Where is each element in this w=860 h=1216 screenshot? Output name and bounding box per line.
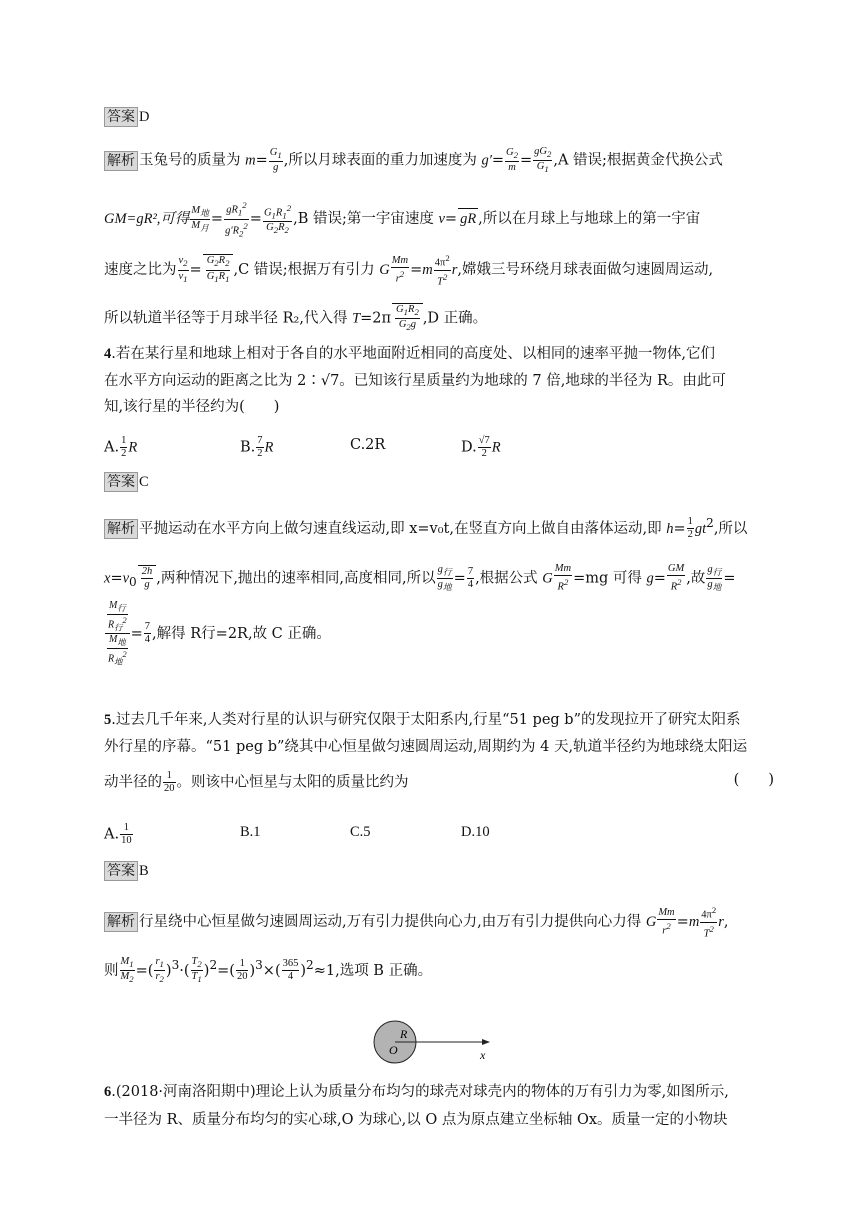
q6-stem-line-2: 一半径为 R、质量分布均匀的实心球,O 为球心,以 O 点为原点建立坐标轴 Ox。质量一定的小物块 <box>104 1112 728 1128</box>
q4-stem-line-1: 4.若在某行星和地球上相对于各自的水平地面附近相同的高度处、以相同的速率平抛一物体,它们 <box>104 346 715 362</box>
q6-number: 6 <box>104 1084 112 1100</box>
q5-answer-line <box>104 861 774 881</box>
q3-analysis-line-2: GM=gR²,可得 $\frac{M_地}{M_月}$ = $\frac{gR_1^2}{g'R_2^2}$ = $\frac{G_1R_1^2}{G_2R_2}$ ,B 错误;第一宇宙速度 v= gR ,所以在月球上与地球上的第一宇宙 <box>104 200 701 239</box>
q3-analysis-line-3: 速度之比为 $\frac{v_2}{v_1}$ = $\frac{G_2R_2}{G_1R_1}$ ,C 错误;根据万有引力 G $\frac{Mm}{r^2}$ =m $\frac{4\pi^2}{T^2}$ r,嫦娥三号环绕月球表面做匀速圆周运动, <box>104 253 714 287</box>
answer-tag: 答案 <box>104 472 138 492</box>
formula: $\frac{gG_2}{G_1}$ <box>534 146 552 175</box>
q3-analysis-line-1: 解析 玉兔号的质量为 m= $\frac{G_1}{g}$ ,所以月球表面的重力加速度为 g′= $\frac{G_2}{m}$ = $\frac{gG_2}{G_1}$ ,A 错误;根据黄金代换公式 <box>104 146 774 175</box>
q4-number: 4 <box>104 346 112 362</box>
formula: $\frac{G_1}{g}$ <box>269 147 282 174</box>
q5-stem-line-2: 外行星的序幕。“51 peg b”绕其中心恒星做匀速圆周运动,周期约为 4 天,轨道半径约为地球绕太阳运 <box>104 739 748 755</box>
q4-stem-line-2: 在水平方向运动的距离之比为 2∶√7。已知该行星质量约为地球的 7 倍,地球的半径为 R。由此可 <box>104 373 726 389</box>
analysis-tag: 解析 <box>104 519 138 539</box>
formula: $\frac{G_1R_2}{G_2g}$ <box>396 304 419 333</box>
q5-option-c: C.5 <box>350 824 371 840</box>
q4-option-a: A. $\frac{1}{2}$ R <box>104 435 138 459</box>
q4-analysis-line-2: $x=v_0$ $\frac{2h}{g}$ ,两种情况下,抛出的速率相同,高度相同,所以 $\frac{g_行}{g_地}$ = $\frac{7}{4}$ ,根据公式 G $\frac{Mm}{R^2}$ =mg 可得 g= $\frac{GM}{R^2}$ ,故 $\frac{g_行}{g_地}$ = <box>104 563 736 593</box>
formula: $\frac{G_2}{m}$ <box>506 147 518 174</box>
formula: $\frac{v_2}{v_1}$ <box>178 255 188 284</box>
answer-tag: 答案 <box>104 107 138 127</box>
center-label: O <box>389 1043 398 1057</box>
q5-stem-line-1: 5.过去几千年来,人类对行星的认识与研究仅限于太阳系内,行星“51 peg b”的发现拉开了研究太阳系 <box>104 712 741 728</box>
q4-analysis-line-1: 解析 平抛运动在水平方向上做匀速直线运动,即 x=v₀t,在竖直方向上做自由落体运动,即 h= $\frac{1}{2}$ $gt^2$,所以 <box>104 513 774 541</box>
sphere-axis-figure <box>368 1015 498 1071</box>
analysis-tag: 解析 <box>104 151 138 171</box>
q5-number: 5 <box>104 712 112 728</box>
formula: $\frac{Mm}{r^2}$ <box>391 254 409 285</box>
answer-tag: 答案 <box>104 861 138 881</box>
q5-option-d: D.10 <box>461 824 490 840</box>
q5-option-b: B.1 <box>240 824 261 840</box>
q3-analysis-line-4: 所以轨道半径等于月球半径 R₂,代入得 T=2π $\frac{G_1R_2}{G_2g}$ ,D 正确。 <box>104 304 488 333</box>
q4-analysis-line-3: $\frac{\frac{M_行}{R_行^2}}{\frac{M_地}{R_地^2}}$ = $\frac{7}{4}$ ,解得 R行=2R,故 C 正确。 <box>104 600 774 668</box>
formula: $\frac{G_2R_2}{G_1R_1}$ <box>206 255 230 284</box>
axis-arrow-icon <box>482 1039 490 1045</box>
q3-answer-line <box>104 107 774 127</box>
q3-answer: D <box>139 109 150 125</box>
radius-label: R <box>400 1027 408 1041</box>
q4-stem-line-3: 知,该行星的半径约为( ) <box>104 399 280 415</box>
q5-stem-line-3: 动半径的 $\frac{1}{20}$ 。则该中心恒星与太阳的质量比约为 ( ) <box>104 770 774 794</box>
formula: $\frac{\frac{M_行}{R_行^2}}{\frac{M_地}{R_地^2}}$ <box>105 600 130 668</box>
q4-option-b: B. $\frac{7}{2}$ R <box>240 435 274 459</box>
formula: $\frac{4\pi^2}{T^2}$ <box>434 253 450 287</box>
q4-option-d: D. $\frac{√7}{2}$ R <box>461 435 501 459</box>
q4-option-c: C.2R <box>350 437 386 453</box>
q5-analysis-line-1: 解析 行星绕中心恒星做匀速圆周运动,万有引力提供向心力,由万有引力提供向心力得 G $\frac{Mm}{r^2}$ =m $\frac{4\pi^2}{T^2}$ r, <box>104 904 774 940</box>
q5-option-a: A. $\frac{1}{10}$ <box>104 822 132 846</box>
q5-analysis-line-2: 则 $\frac{M_1}{M_2}$ =( $\frac{r_1}{r_2}$ )$^3$·( $\frac{T_2}{T_1}$ )$^2$=( $\frac{1}{20}$ )$^3$×( $\frac{365}{4}$ )$^2$≈1,选项 B 正确。 <box>104 956 433 985</box>
answer-blank: ( ) <box>733 772 774 788</box>
q5-answer: B <box>139 863 149 879</box>
q6-stem-line-1: 6.(2018·河南洛阳期中)理论上认为质量分布均匀的球壳对球壳内的物体的万有引力为零,如图所示, <box>104 1084 729 1100</box>
q4-answer: C <box>139 474 149 490</box>
formula: $\frac{G_1R_1^2}{G_2R_2}$ <box>263 202 292 236</box>
q4-answer-line <box>104 472 774 492</box>
x-axis-label: x <box>480 1048 486 1062</box>
analysis-tag: 解析 <box>104 912 138 932</box>
formula: $\frac{gR_1^2}{g'R_2^2}$ <box>225 200 248 239</box>
formula: $\frac{M_地}{M_月}$ <box>191 204 209 233</box>
